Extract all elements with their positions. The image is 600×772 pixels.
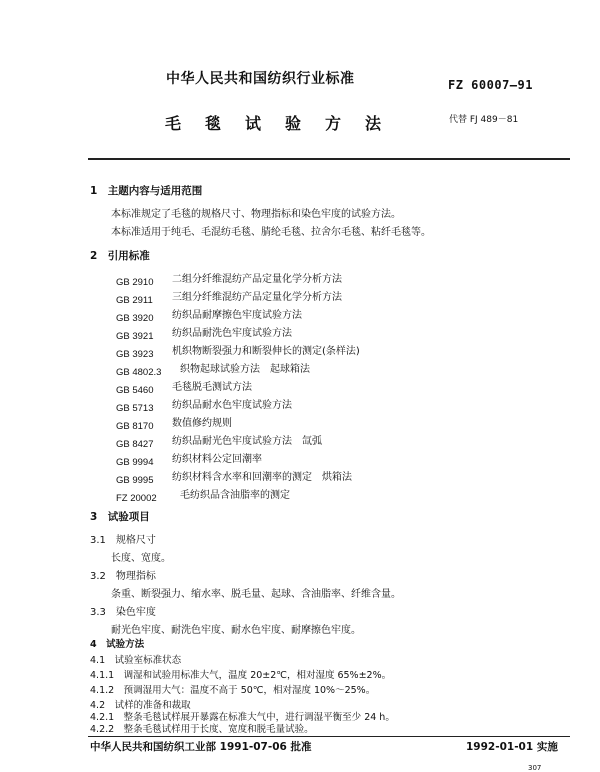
- page-number: 307: [528, 764, 542, 772]
- reference-title: 织物起球试验方法 起球箱法: [180, 364, 310, 375]
- reference-title: 纺织品耐洗色牢度试验方法: [172, 328, 292, 339]
- reference-title: 纺织品耐水色牢度试验方法: [172, 400, 292, 411]
- reference-title: 二组分纤维混纺产品定量化学分析方法: [172, 274, 342, 285]
- effective-date: 1992-01-01 实施: [466, 741, 558, 753]
- section-3-3-heading: 3.3 染色牢度: [90, 607, 156, 618]
- section-4-1-heading: 4.1 试验室标准状态: [90, 655, 182, 666]
- reference-item: [116, 342, 154, 361]
- section-4-1-1: 4.1.1 调湿和试验用标准大气，温度 20±2℃，相对湿度 65%±2%。: [90, 670, 392, 681]
- reference-item: [116, 288, 153, 307]
- reference-code: GB 9995: [116, 475, 154, 486]
- reference-title: 纺织品耐光色牢度试验方法 氙弧: [172, 436, 322, 447]
- reference-code: GB 3921: [116, 331, 154, 342]
- reference-code: GB 8170: [116, 421, 154, 432]
- reference-code: GB 9994: [116, 457, 154, 468]
- section-1-heading: 1 主题内容与适用范围: [90, 185, 203, 197]
- reference-title: 毛纺织品含油脂率的测定: [180, 490, 290, 501]
- section-3-2-text: 条重、断裂强力、缩水率、脱毛量、起球、含油脂率、纤维含量。: [111, 589, 401, 600]
- reference-code: GB 3920: [116, 313, 154, 324]
- reference-code: GB 4802.3: [116, 367, 162, 378]
- section-1-paragraph-2: 本标准适用于纯毛、毛混纺毛毯、腈纶毛毯、拉舍尔毛毯、粘纤毛毯等。: [111, 227, 431, 238]
- section-4-1-2: 4.1.2 预调湿用大气：温度不高于 50℃，相对湿度 10%～25%。: [90, 685, 376, 696]
- section-4-2-heading: 4.2 试样的准备和裁取: [90, 700, 191, 711]
- reference-code: GB 5460: [116, 385, 154, 396]
- section-3-1-text: 长度、宽度。: [111, 553, 171, 564]
- reference-title: 纺织品耐摩擦色牢度试验方法: [172, 310, 302, 321]
- reference-item: [116, 270, 154, 289]
- reference-item: [116, 396, 154, 415]
- reference-item: [116, 450, 154, 469]
- header-rule: [88, 158, 570, 160]
- standard-title: 中华人民共和国纺织行业标准: [166, 71, 355, 87]
- standard-code: FZ 60007—91: [448, 78, 533, 92]
- section-3-1-heading: 3.1 规格尺寸: [90, 535, 156, 546]
- footer-rule: [88, 736, 570, 737]
- reference-code: GB 3923: [116, 349, 154, 360]
- document-title: 毛毯试验方法: [165, 114, 406, 133]
- section-3-2-heading: 3.2 物理指标: [90, 571, 156, 582]
- section-2-heading: 2 引用标准: [90, 250, 150, 262]
- reference-item: [116, 486, 157, 505]
- section-4-2-2: 4.2.2 整条毛毯试样用于长度、宽度和脱毛量试验。: [90, 724, 314, 735]
- reference-code: FZ 20002: [116, 493, 157, 504]
- reference-code: GB 2911: [116, 295, 153, 306]
- reference-code: GB 8427: [116, 439, 154, 450]
- reference-code: GB 2910: [116, 277, 154, 288]
- section-3-3-text: 耐光色牢度、耐洗色牢度、耐水色牢度、耐摩擦色牢度。: [111, 625, 361, 636]
- reference-title: 机织物断裂强力和断裂伸长的测定(条样法): [172, 346, 360, 357]
- reference-title: 纺织材料公定回潮率: [172, 454, 262, 465]
- reference-title: 三组分纤维混纺产品定量化学分析方法: [172, 292, 342, 303]
- reference-item: [116, 324, 154, 343]
- reference-code: GB 5713: [116, 403, 154, 414]
- reference-item: [116, 432, 154, 451]
- reference-item: [116, 378, 154, 397]
- replaces-note: 代替 FJ 489－81: [449, 115, 519, 125]
- section-4-2-1: 4.2.1 整条毛毯试样展开暴露在标准大气中，进行调湿平衡至少 24 h。: [90, 712, 395, 723]
- reference-item: [116, 306, 154, 325]
- reference-title: 毛毯脱毛测试方法: [172, 382, 252, 393]
- reference-item: [116, 414, 154, 433]
- reference-title: 纺织材料含水率和回潮率的测定 烘箱法: [172, 472, 352, 483]
- reference-item: [116, 468, 154, 487]
- section-1-paragraph-1: 本标准规定了毛毯的规格尺寸、物理指标和染色牢度的试验方法。: [111, 209, 401, 220]
- reference-title: 数值修约规则: [172, 418, 232, 429]
- approval-line: 中华人民共和国纺织工业部 1991-07-06 批准: [90, 741, 312, 753]
- reference-item: [116, 360, 161, 379]
- section-4-heading: 4 试验方法: [90, 639, 145, 650]
- section-3-heading: 3 试验项目: [90, 511, 150, 523]
